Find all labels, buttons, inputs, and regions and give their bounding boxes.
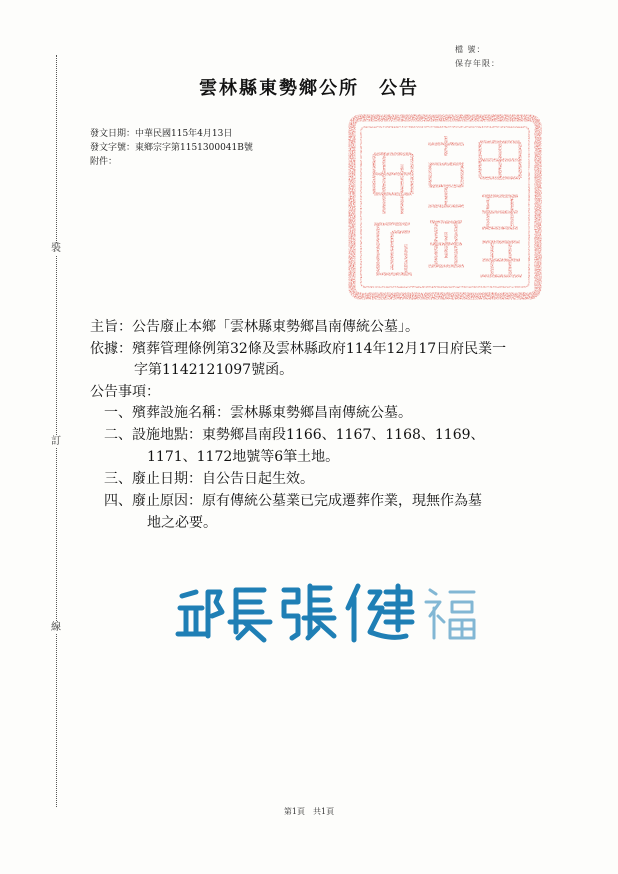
- page-number: 第1頁 共1頁: [283, 807, 335, 816]
- archive-retention-label: 保存年限：: [455, 59, 500, 68]
- item-location-line-2: 1171、1172地號等6筆土地。: [147, 449, 340, 465]
- item-facility-name: 一、殯葬設施名稱：雲林縣東勢鄉昌南傳統公墓。: [104, 405, 412, 421]
- items-heading: 公告事項：: [90, 384, 160, 400]
- official-seal-stamp: [348, 114, 542, 300]
- binding-dotted-line: [56, 55, 57, 807]
- mayor-signature-stamp: [172, 578, 482, 646]
- binding-mark-top: 裝: [51, 243, 61, 254]
- document-title: 雲林縣東勢鄉公所 公告: [199, 78, 419, 99]
- binding-mark-middle: 訂: [51, 436, 61, 447]
- binding-mark-bottom: 線: [51, 622, 61, 633]
- basis-line-1: 依據：殯葬管理條例第32條及雲林縣政府114年12月17日府民業一: [90, 341, 507, 357]
- item-reason-line-2: 地之必要。: [147, 515, 217, 531]
- issue-date: 發文日期：中華民國115年4月13日: [90, 129, 233, 139]
- archive-file-no-label: 檔 號：: [455, 45, 486, 54]
- item-reason-line-1: 四、廢止原因：原有傳統公墓業已完成遷葬作業，現無作為墓: [104, 493, 482, 509]
- document-number: 發文字號：東鄉宗字第1151300041B號: [90, 143, 253, 153]
- subject-line: 主旨：公告廢止本鄉「雲林縣東勢鄉昌南傳統公墓」。: [90, 319, 419, 335]
- attachment-label: 附件：: [90, 157, 118, 167]
- item-abolition-date: 三、廢止日期：自公告日起生效。: [104, 471, 314, 487]
- basis-line-2: 字第1142121097號函。: [134, 362, 294, 378]
- item-location-line-1: 二、設施地點：東勢鄉昌南段1166、1167、1168、1169、: [104, 427, 485, 443]
